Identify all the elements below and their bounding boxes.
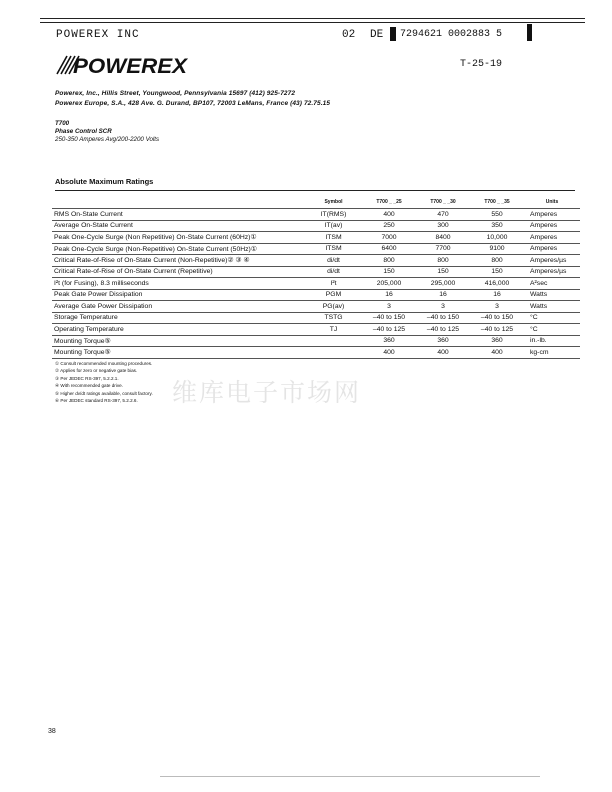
rating-row: [52, 289, 580, 301]
header-bar-mark: [390, 27, 396, 41]
rating-row: [52, 243, 580, 255]
rating-symbol: ITSM: [305, 243, 362, 255]
rating-unit: A²sec: [524, 278, 580, 290]
rating-value-35: 3: [470, 301, 524, 313]
rating-value-25: 205,000: [362, 278, 416, 290]
header-parameter: [52, 196, 305, 209]
address-europe: Powerex Europe, S.A., 428 Ave. G. Durand, BP107, 72003 LeMans, France (43) 72.75.15: [55, 100, 331, 107]
rating-symbol: TSTG: [305, 312, 362, 324]
rating-value-30: 400: [416, 347, 470, 359]
rating-unit: Amperes/µs: [524, 266, 580, 278]
rating-symbol: IT(av): [305, 220, 362, 232]
rating-unit: °C: [524, 312, 580, 324]
rating-value-35: 416,000: [470, 278, 524, 290]
rating-value-30: 16: [416, 289, 470, 301]
rating-parameter: Mounting Torque⑤: [52, 347, 305, 359]
header-code-de: DE: [370, 29, 384, 41]
rating-unit: Amperes/µs: [524, 255, 580, 267]
footnote: ⑥ Per JEDEC standard RS-397, 5.2.2.6.: [55, 398, 138, 404]
rating-value-35: –40 to 150: [470, 312, 524, 324]
header-symbol: Symbol: [324, 199, 343, 205]
rating-parameter: Critical Rate-of-Rise of On-State Current (Repetitive): [52, 266, 305, 278]
address-us: Powerex, Inc., Hillis Street, Youngwood, Pennsylvania 15697 (412) 925-7272: [55, 90, 296, 97]
rating-value-25: 7000: [362, 232, 416, 244]
rating-parameter: I²t (for Fusing), 8.3 milliseconds: [52, 278, 305, 290]
ratings-title: Absolute Maximum Ratings: [55, 177, 154, 186]
rating-value-30: 8400: [416, 232, 470, 244]
rating-value-35: 9100: [470, 243, 524, 255]
company-stamp: POWEREX INC: [56, 29, 140, 41]
rating-value-25: 3: [362, 301, 416, 313]
product-description: 250-350 Amperes Avg/200-2200 Volts: [55, 136, 160, 143]
date-code: T-25-19: [460, 59, 503, 70]
rating-parameter: RMS On-State Current: [52, 209, 305, 221]
bottom-scan-rule: [160, 776, 540, 777]
header-col3: T700 _ _35: [484, 199, 510, 205]
rating-parameter: Peak Gate Power Dissipation: [52, 289, 305, 301]
ratings-header-row: [52, 196, 580, 209]
header-end-bar: [527, 24, 532, 41]
rating-symbol: [305, 335, 362, 347]
rating-value-30: 800: [416, 255, 470, 267]
rating-symbol: di/dt: [305, 266, 362, 278]
rating-value-25: 150: [362, 266, 416, 278]
rating-symbol: ITSM: [305, 232, 362, 244]
rating-value-35: 150: [470, 266, 524, 278]
rating-unit: Amperes: [524, 243, 580, 255]
footnote: ② Applies for zero or negative gate bias.: [55, 368, 138, 374]
rating-value-25: 360: [362, 335, 416, 347]
rating-value-30: 470: [416, 209, 470, 221]
watermark: 维库电子市场网: [172, 378, 362, 407]
header-units: Units: [545, 199, 559, 205]
rating-unit: in.-lb.: [524, 335, 580, 347]
rating-parameter: Mounting Torque⑤: [52, 335, 305, 347]
rating-row: [52, 324, 580, 336]
rating-row: [52, 220, 580, 232]
rating-value-30: 360: [416, 335, 470, 347]
header-code-numbers: 7294621 0002883 5: [400, 29, 503, 40]
rating-value-25: 400: [362, 209, 416, 221]
rating-value-30: 150: [416, 266, 470, 278]
rating-symbol: di/dt: [305, 255, 362, 267]
rating-symbol: [305, 347, 362, 359]
rating-unit: Amperes: [524, 209, 580, 221]
powerex-logo: [55, 53, 189, 77]
footnotes: [55, 360, 153, 404]
rating-value-30: 3: [416, 301, 470, 313]
rating-symbol: PGM: [305, 289, 362, 301]
section-rule: [55, 190, 575, 191]
ratings-table: [52, 196, 580, 359]
rating-row: [52, 232, 580, 244]
rating-row: [52, 335, 580, 347]
rating-parameter: Peak One-Cycle Surge (Non-Repetitive) On-State Current (50Hz)①: [52, 243, 305, 255]
rating-value-35: –40 to 125: [470, 324, 524, 336]
rating-symbol: I²t: [305, 278, 362, 290]
rating-row: [52, 301, 580, 313]
rating-row: [52, 209, 580, 221]
rating-unit: Amperes: [524, 232, 580, 244]
rating-parameter: Critical Rate-of-Rise of On-State Current (Non-Repetitive)② ③ ④: [52, 255, 305, 267]
rating-value-30: –40 to 150: [416, 312, 470, 324]
rating-value-35: 400: [470, 347, 524, 359]
rating-value-35: 550: [470, 209, 524, 221]
footnote: ⑤ Higher dv/dt ratings available, consult factory.: [55, 390, 153, 396]
product-model: T700: [55, 120, 70, 127]
rating-parameter: Storage Temperature: [52, 312, 305, 324]
rating-row: [52, 255, 580, 267]
rating-unit: Watts: [524, 289, 580, 301]
header-col2: T700 _ _30: [430, 199, 456, 205]
product-type: Phase Control SCR: [55, 128, 112, 135]
rating-value-30: –40 to 125: [416, 324, 470, 336]
rating-unit: °C: [524, 324, 580, 336]
rating-value-35: 800: [470, 255, 524, 267]
rating-value-30: 7700: [416, 243, 470, 255]
rating-parameter: Average On-State Current: [52, 220, 305, 232]
top-rule-1: [40, 18, 585, 19]
rating-parameter: Operating Temperature: [52, 324, 305, 336]
rating-value-30: 300: [416, 220, 470, 232]
rating-value-25: 16: [362, 289, 416, 301]
header-col1: T700 _ _25: [376, 199, 402, 205]
rating-symbol: IT(RMS): [305, 209, 362, 221]
rating-value-30: 295,000: [416, 278, 470, 290]
rating-value-35: 350: [470, 220, 524, 232]
header-code-left: 02: [342, 29, 356, 41]
rating-unit: Watts: [524, 301, 580, 313]
rating-parameter: Peak One-Cycle Surge (Non Repetitive) On-State Current (60Hz)①: [52, 232, 305, 244]
footnote: ① Consult recommended mounting procedures.: [55, 361, 153, 366]
rating-parameter: Average Gate Power Dissipation: [52, 301, 305, 313]
svg-text:POWEREX: POWEREX: [73, 55, 189, 77]
rating-row: [52, 278, 580, 290]
rating-value-25: 400: [362, 347, 416, 359]
rating-unit: Amperes: [524, 220, 580, 232]
rating-value-25: 6400: [362, 243, 416, 255]
rating-value-35: 16: [470, 289, 524, 301]
footnote: ④ With recommended gate drive.: [55, 383, 123, 389]
rating-value-35: 360: [470, 335, 524, 347]
rating-row: [52, 266, 580, 278]
rating-value-25: –40 to 150: [362, 312, 416, 324]
rating-unit: kg-cm: [524, 347, 580, 359]
rating-value-35: 10,000: [470, 232, 524, 244]
page-number: 38: [48, 728, 56, 735]
rating-value-25: –40 to 125: [362, 324, 416, 336]
rating-value-25: 250: [362, 220, 416, 232]
rating-value-25: 800: [362, 255, 416, 267]
top-rule-2: [40, 22, 585, 23]
rating-symbol: TJ: [305, 324, 362, 336]
rating-row: [52, 312, 580, 324]
rating-symbol: PG(av): [305, 301, 362, 313]
rating-row: [52, 347, 580, 359]
footnote: ③ Per JEDEC RS-397, 5.2.2.1.: [55, 375, 119, 381]
